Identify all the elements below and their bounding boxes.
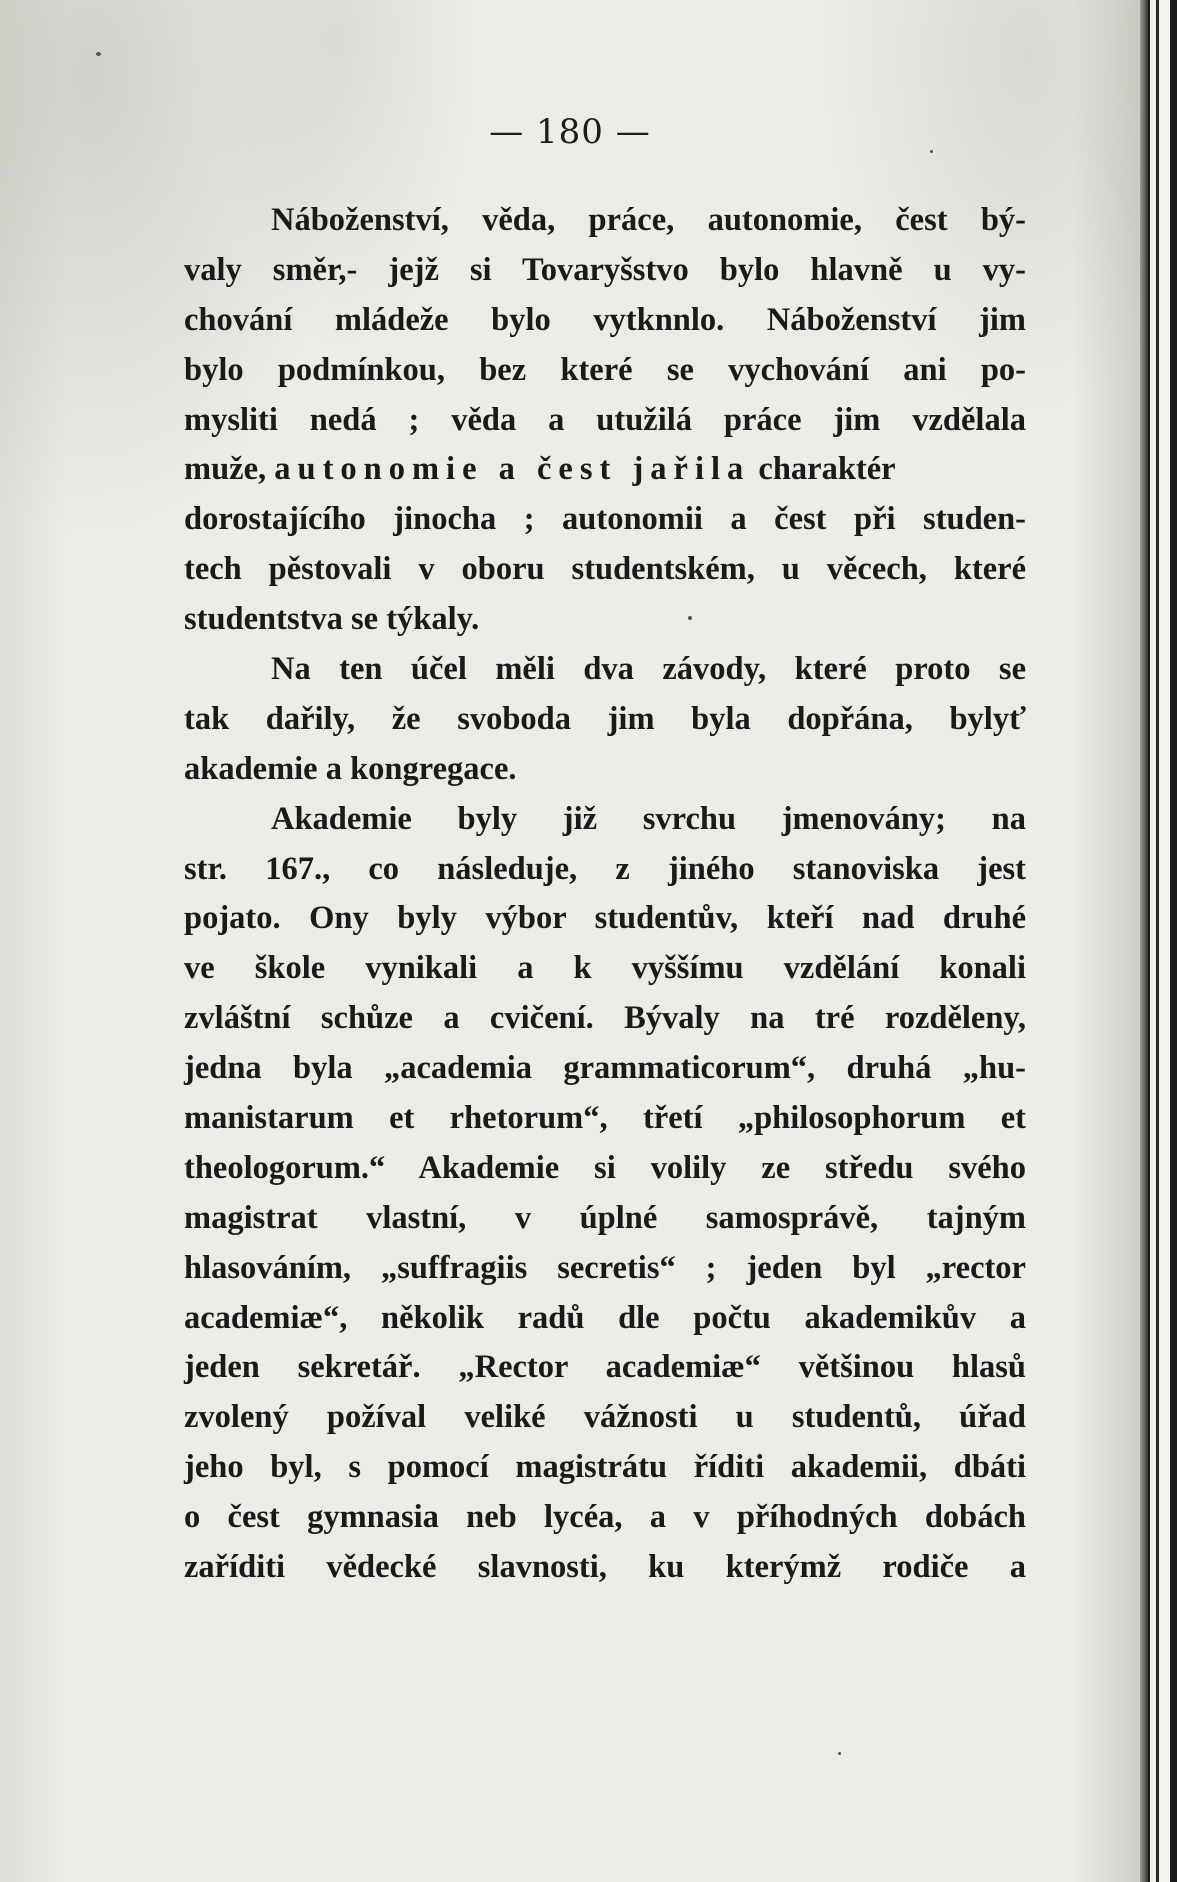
- text-line: studentstva se týkaly.: [184, 601, 480, 638]
- text-line: tech pěstovali v oboru studentském, u věcech, které: [184, 551, 1026, 588]
- text-line: tak dařily, že svoboda jim byla dopřána, bylyť: [184, 700, 1026, 737]
- text-line: Akademie byly již svrchu jmenovány; na: [271, 800, 1026, 837]
- text-line: theologorum.“ Akademie si volily ze středu svého: [184, 1149, 1026, 1186]
- text-line: jedna byla „academia grammaticorum“, druhá „hu-: [184, 1050, 1026, 1087]
- text-line: dorostajícího jinocha ; autonomii a čest při studen-: [184, 501, 1026, 538]
- text-line: academiæ“, několik radů dle počtu akademikův a: [184, 1299, 1026, 1336]
- text-line: pojato. Ony byly výbor studentův, kteří nad druhé: [184, 900, 1026, 937]
- text-line-composite: [184, 445, 1026, 495]
- text-line: o čest gymnasia neb lycéa, a v příhodných dobách: [184, 1499, 1026, 1536]
- text-line: zvolený požíval veliké vážnosti u studentů, úřad: [184, 1399, 1026, 1436]
- page-edge-shadow: [1140, 0, 1148, 1882]
- text-line-start: muže,: [184, 451, 275, 488]
- text-line: chování mládeže bylo vytknnlo. Náboženství jim: [184, 301, 1026, 338]
- adjacent-page-edge: [1156, 0, 1159, 1882]
- text-line: manistarum et rhetorum“, třetí „philosophorum et: [184, 1100, 1026, 1137]
- spaced-emphasis: autonomie a čest jařila: [274, 451, 751, 488]
- text-line: str. 167., co následuje, z jiného stanoviska jest: [184, 850, 1026, 887]
- text-line: jeden sekretář. „Rector academiæ“ většinou hlasů: [184, 1349, 1026, 1386]
- text-line: mysliti nedá ; věda a utužilá práce jim vzdělala: [184, 401, 1026, 438]
- text-line: Náboženství, věda, práce, autonomie, čest bý-: [271, 202, 1026, 238]
- text-line: ve škole vynikali a k vyššímu vzdělání konali: [184, 950, 1026, 987]
- text-line: valy směr,- jejž si Tovaryšstvo bylo hlavně u vy-: [184, 251, 1026, 288]
- text-line: Na ten účel měli dva závody, které proto se: [271, 651, 1026, 688]
- text-line: akademie a kongregace.: [184, 750, 517, 787]
- text-line: magistrat vlastní, v úplné samosprávě, tajným: [184, 1199, 1026, 1236]
- text-line: zaříditi vědecké slavnosti, ku kterýmž rodiče a: [184, 1549, 1026, 1586]
- text-line: bylo podmínkou, bez které se vychování ani po-: [184, 351, 1026, 388]
- text-line: zvláštní schůze a cvičení. Bývaly na tré rozděleny,: [184, 1000, 1026, 1037]
- text-line-end: charaktér: [750, 451, 896, 488]
- text-line: hlasováním, „suffragiis secretis“ ; jeden byl „rector: [184, 1249, 1026, 1286]
- text-line: jeho byl, s pomocí magistrátu říditi akademii, dbáti: [184, 1449, 1026, 1486]
- ink-speck: [838, 1752, 841, 1755]
- page-number: — 180 —: [489, 112, 651, 152]
- body-text: [184, 196, 1026, 1593]
- adjacent-page-strip: [1150, 0, 1170, 1882]
- ink-speck: [96, 52, 101, 56]
